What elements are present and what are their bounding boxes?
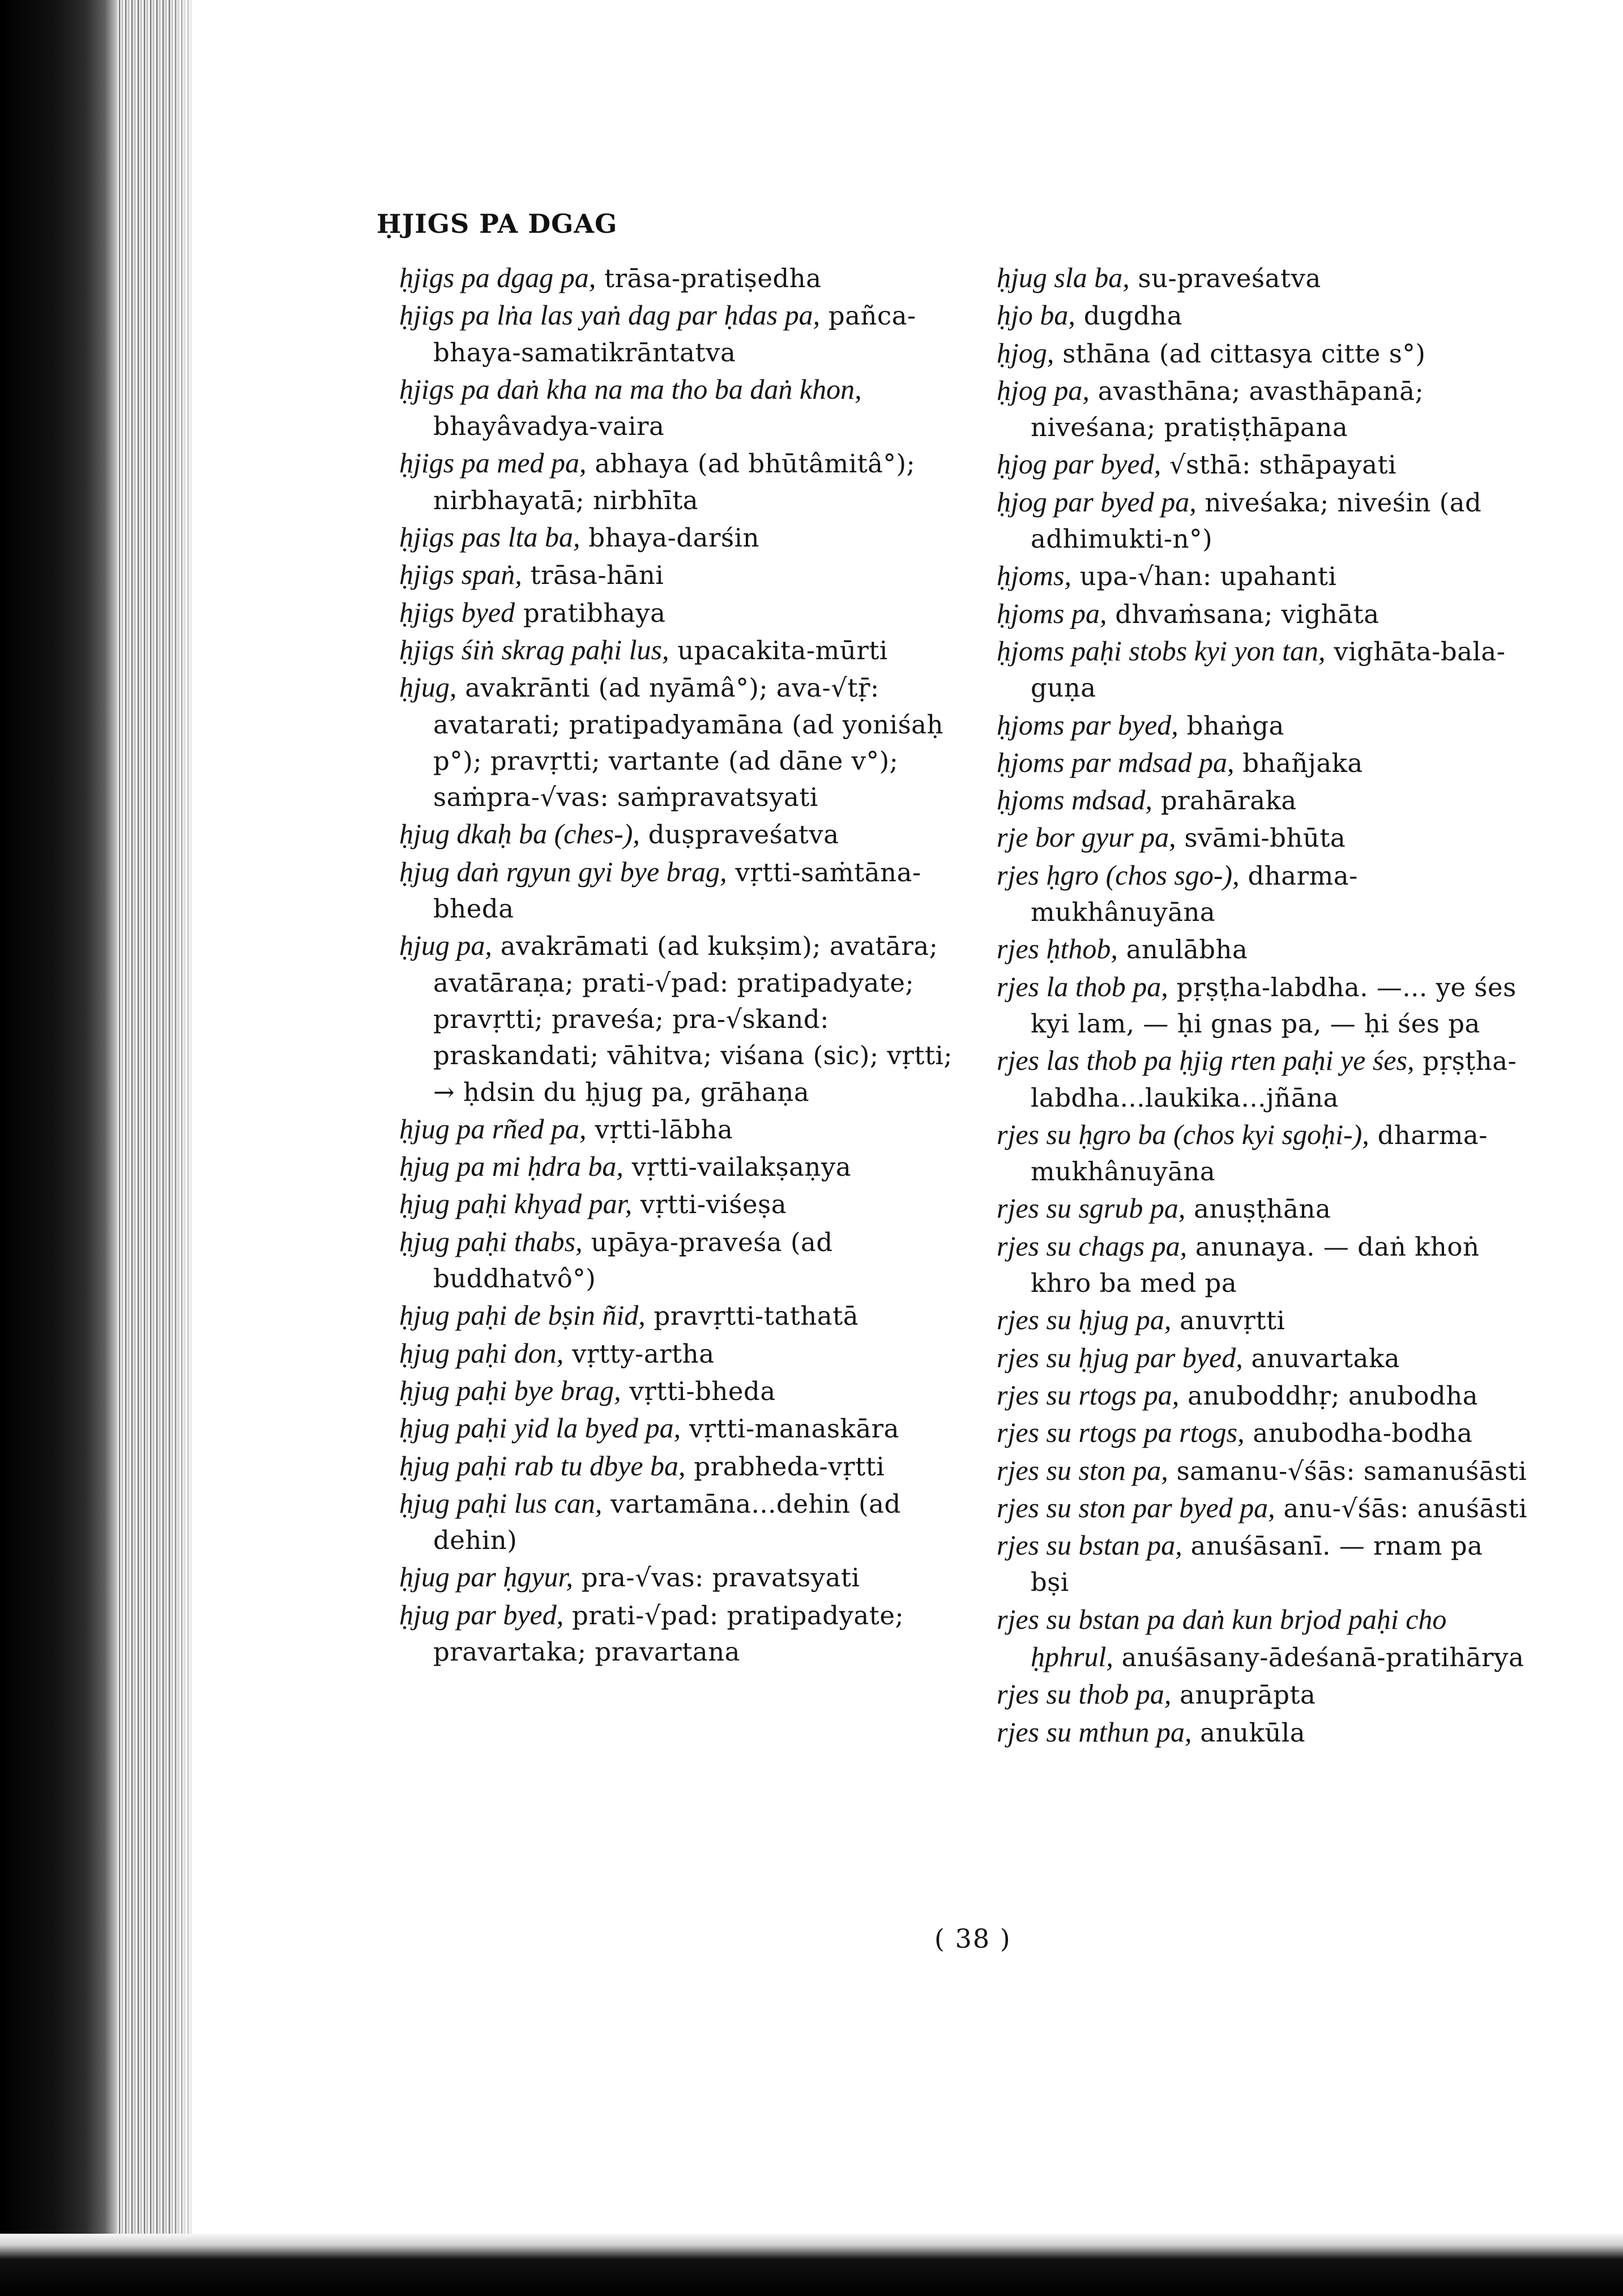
sanskrit-equivalent: pṛṣṭha-labdha. —... ye śes kyi lam, — ḥi gnas pa, — ḥi śes pa	[1031, 972, 1517, 1039]
tibetan-term: ḥjoms par mdsad pa,	[997, 746, 1235, 778]
dictionary-entry	[997, 335, 1529, 372]
tibetan-term: ḥjigs pa daṅ kha na ma tho ba daṅ khon,	[399, 373, 862, 405]
tibetan-term: ḥjog pa,	[997, 374, 1090, 406]
tibetan-term: ḥjug,	[399, 671, 457, 703]
tibetan-term: ḥjigs spaṅ,	[399, 558, 522, 591]
dictionary-entry	[997, 1452, 1529, 1490]
dictionary-entry	[399, 519, 966, 556]
dictionary-entry	[399, 631, 966, 669]
dictionary-entry	[997, 857, 1529, 931]
tibetan-term: ḥjug pa mi ḥdra ba,	[399, 1150, 623, 1183]
tibetan-term: ḥjigs pa lṅa las yaṅ dag par ḥdas pa,	[399, 299, 821, 331]
sanskrit-equivalent: bhaṅga	[1178, 710, 1284, 741]
running-head: ḤJIGS PA DGAG	[377, 208, 618, 239]
sanskrit-equivalent: upāya-praveśa (ad buddhatvô°)	[433, 1227, 833, 1294]
dictionary-entry	[997, 1228, 1529, 1302]
sanskrit-equivalent: dharma-mukhânuyāna	[1031, 860, 1358, 928]
tibetan-term: rjes ḥgro (chos sgo-),	[997, 859, 1240, 891]
sanskrit-equivalent: trāsa-hāni	[522, 560, 664, 591]
sanskrit-equivalent: avasthāna; avasthāpanā; niveśana; pratiṣṭhāpana	[1031, 375, 1424, 443]
dictionary-entry	[997, 1301, 1529, 1339]
spine-fade	[170, 0, 204, 2296]
dictionary-entry	[399, 927, 966, 1110]
sanskrit-equivalent: dugdha	[1075, 301, 1182, 331]
dictionary-entry	[399, 1410, 966, 1447]
dictionary-entry	[997, 484, 1529, 558]
dictionary-entry	[399, 1597, 966, 1671]
tibetan-term: rjes las thob pa ḥjig rten paḥi ye śes,	[997, 1044, 1415, 1077]
dictionary-entry	[997, 259, 1529, 297]
tibetan-term: ḥjog,	[997, 336, 1054, 369]
sanskrit-equivalent: vṛtti-vailakṣaṇya	[623, 1152, 852, 1183]
tibetan-term: ḥjug daṅ rgyun gyi bye brag,	[399, 855, 727, 887]
dictionary-entry	[399, 1448, 966, 1485]
tibetan-term: rjes su rtogs pa,	[997, 1379, 1180, 1411]
dictionary-entry	[399, 1223, 966, 1298]
tibetan-term: ḥjigs pa med pa,	[399, 447, 587, 479]
sanskrit-equivalent: anuśāsanī. — rnam pa bṣi	[1031, 1531, 1483, 1598]
sanskrit-equivalent: prabheda-vṛtti	[685, 1451, 885, 1482]
tibetan-term: ḥjigs pa dgag pa,	[399, 262, 596, 293]
dictionary-entry	[997, 744, 1529, 782]
tibetan-term: ḥjo ba,	[997, 299, 1075, 331]
tibetan-term: ḥjug paḥi thabs,	[399, 1225, 583, 1257]
sanskrit-equivalent: sthāna (ad cittasya citte s°)	[1054, 338, 1426, 369]
dictionary-entry	[399, 853, 966, 928]
sanskrit-equivalent: trāsa-pratiṣedha	[596, 263, 822, 293]
sanskrit-equivalent: anulābha	[1117, 934, 1248, 965]
sanskrit-equivalent: bhayâvadya-vaira	[433, 411, 665, 442]
tibetan-term: rjes su rtogs pa rtogs,	[997, 1416, 1245, 1449]
dictionary-entry	[997, 1601, 1529, 1676]
dictionary-entry	[399, 556, 966, 594]
dictionary-entry	[997, 1116, 1529, 1190]
dictionary-entry	[399, 816, 966, 853]
tibetan-term: ḥjoms,	[997, 560, 1071, 592]
tibetan-term: ḥjug pa rñed pa,	[399, 1112, 587, 1145]
tibetan-term: rjes su sgrub pa,	[997, 1192, 1186, 1224]
tibetan-term: ḥjug paḥi don,	[399, 1337, 564, 1369]
dictionary-entry	[399, 1485, 966, 1559]
tibetan-term: rjes su bstan pa daṅ kun brjod paḥi cho ḥphrul,	[997, 1603, 1447, 1672]
sanskrit-equivalent: vṛtti-lābha	[586, 1114, 733, 1145]
dictionary-entry	[997, 1190, 1529, 1227]
tibetan-term: ḥjug par ḥgyur,	[399, 1561, 573, 1593]
dictionary-entry	[399, 594, 966, 631]
sanskrit-equivalent: anubodha-bodha	[1244, 1418, 1473, 1449]
sanskrit-equivalent: upa-√han: upahanti	[1071, 561, 1337, 592]
dictionary-entry	[399, 445, 966, 519]
dictionary-entry	[997, 782, 1529, 819]
sanskrit-equivalent: svāmi-bhūta	[1176, 823, 1346, 853]
dictionary-entry	[997, 1377, 1529, 1414]
sanskrit-equivalent: anuvṛtti	[1171, 1305, 1285, 1336]
dictionary-entry	[997, 1042, 1529, 1116]
dictionary-entry	[399, 1335, 966, 1372]
tibetan-term: ḥjoms pa,	[997, 597, 1107, 629]
tibetan-term: ḥjog par byed pa,	[997, 485, 1197, 518]
dictionary-entry	[399, 1148, 966, 1185]
sanskrit-equivalent: anuṣṭhāna	[1185, 1194, 1331, 1224]
dictionary-entry	[399, 669, 966, 816]
sanskrit-equivalent: anunaya. — daṅ khoṅ khro ba med pa	[1031, 1231, 1480, 1299]
sanskrit-equivalent: abhaya (ad bhūtâmitâ°); nirbhayatā; nirbhīta	[433, 449, 916, 515]
tibetan-term: ḥjug paḥi de bṣin ñid,	[399, 1299, 646, 1331]
tibetan-term: rjes ḥthob,	[997, 933, 1118, 965]
dictionary-entry	[399, 1372, 966, 1410]
tibetan-term: rjes su ston par byed pa,	[997, 1491, 1275, 1523]
tibetan-term: ḥjug pa,	[399, 929, 492, 962]
sanskrit-equivalent: anuboddhṛ; anubodha	[1179, 1380, 1479, 1411]
dictionary-entry	[399, 1111, 966, 1148]
dictionary-entry	[997, 446, 1529, 483]
dictionary-entry	[399, 297, 966, 371]
sanskrit-equivalent: pra-√vas: pravatsyati	[573, 1563, 860, 1593]
dictionary-entry	[997, 819, 1529, 856]
tibetan-term: rjes la thob pa,	[997, 970, 1168, 1002]
sanskrit-equivalent: dhvaṁsana; vighāta	[1107, 599, 1379, 629]
page-number: ( 38 )	[934, 1923, 1011, 1954]
sanskrit-equivalent: anuvartaka	[1242, 1343, 1400, 1373]
tibetan-term: ḥjoms mdsad,	[997, 784, 1153, 816]
sanskrit-equivalent: duṣpraveśatva	[639, 820, 839, 850]
book-spine-shadow	[0, 0, 119, 2296]
sanskrit-equivalent: anukūla	[1191, 1717, 1306, 1748]
dictionary-entry	[997, 557, 1529, 595]
tibetan-term: ḥjigs byed	[399, 596, 515, 628]
sanskrit-equivalent: dharma-mukhânuyāna	[1031, 1120, 1488, 1187]
sanskrit-equivalent: upacakita-mūrti	[669, 635, 888, 665]
dictionary-entry	[997, 968, 1529, 1043]
sanskrit-equivalent: avakrāmati (ad kukṣim); avatāra; avatāraṇa; prati-√pad: pratipadyate; pravṛtti; praveśa; pra-√skand: praskandati; vāhitva; viśana (sic); vṛtti; → ḥdsin du ḥjug pa, grāhaṇa	[433, 931, 953, 1107]
sanskrit-equivalent: pratibhaya	[515, 598, 666, 628]
tibetan-term: rjes su ḥjug par byed,	[997, 1341, 1243, 1373]
tibetan-term: rjes su chags pa,	[997, 1230, 1188, 1262]
tibetan-term: rje bor gyur pa,	[997, 821, 1176, 853]
tibetan-term: ḥjug paḥi rab tu dbye ba,	[399, 1449, 686, 1482]
sanskrit-equivalent: vartamāna...dehin (ad dehin)	[433, 1488, 901, 1556]
sanskrit-equivalent: samanu-√śās: samanuśāsti	[1168, 1456, 1527, 1486]
tibetan-term: rjes su mthun pa,	[997, 1715, 1192, 1748]
dictionary-entry	[997, 1714, 1529, 1751]
sanskrit-equivalent: prahāraka	[1152, 786, 1297, 816]
tibetan-term: ḥjoms par byed,	[997, 709, 1178, 741]
sanskrit-equivalent: vṛtti-viśeṣa	[632, 1189, 787, 1220]
dictionary-entry	[997, 1339, 1529, 1377]
dictionary-entry	[997, 595, 1529, 633]
tibetan-term: rjes su ḥjug pa,	[997, 1304, 1172, 1336]
tibetan-term: ḥjug paḥi bye brag,	[399, 1374, 621, 1406]
sanskrit-equivalent: niveśaka; niveśin (ad adhimukti-n°)	[1031, 487, 1482, 554]
tibetan-term: ḥjug paḥi yid la byed pa,	[399, 1412, 681, 1444]
dictionary-entry	[997, 372, 1529, 446]
dictionary-entry	[997, 633, 1529, 707]
sanskrit-equivalent: avakrānti (ad nyāmâ°); ava-√tṝ: avatarati; pratipadyamāna (ad yoniśaḥ p°); pravṛtti; vartante (ad dāne v°); saṁpra-√vas: saṁpravatsyati	[433, 673, 943, 813]
bottom-scan-edge	[0, 2234, 1623, 2296]
tibetan-term: rjes su bstan pa,	[997, 1529, 1182, 1561]
dictionary-entry	[997, 1676, 1529, 1713]
tibetan-term: ḥjog par byed,	[997, 448, 1161, 480]
tibetan-term: ḥjug dkaḥ ba (ches-),	[399, 818, 640, 850]
dictionary-entry	[997, 1527, 1529, 1601]
sanskrit-equivalent: pṛṣṭha-labdha...laukika...jñāna	[1031, 1046, 1517, 1113]
sanskrit-equivalent: anuprāpta	[1171, 1680, 1316, 1710]
dictionary-entry	[399, 1185, 966, 1223]
sanskrit-equivalent: anuśāsany-ādeśanā-pratihārya	[1113, 1642, 1524, 1672]
tibetan-term: rjes su ston pa,	[997, 1454, 1168, 1486]
sanskrit-equivalent: bhaya-darśin	[580, 523, 759, 553]
tibetan-term: rjes su ḥgro ba (chos kyi sgoḥi-),	[997, 1118, 1369, 1150]
sanskrit-equivalent: prati-√pad: pratipadyate; pravartaka; pravartana	[433, 1600, 904, 1667]
sanskrit-equivalent: √sthā: sthāpayati	[1161, 450, 1397, 480]
dictionary-entry	[997, 1414, 1529, 1452]
tibetan-term: rjes su thob pa,	[997, 1678, 1172, 1710]
tibetan-term: ḥjug sla ba,	[997, 262, 1130, 293]
sanskrit-equivalent: vṛtti-manaskāra	[681, 1414, 899, 1444]
tibetan-term: ḥjug par byed,	[399, 1598, 564, 1631]
sanskrit-equivalent: vighāta-bala-guṇa	[1031, 636, 1506, 703]
dictionary-entry	[997, 707, 1529, 744]
dictionary-entry	[997, 931, 1529, 968]
dictionary-entry	[997, 1490, 1529, 1527]
left-column	[399, 259, 966, 1670]
tibetan-term: ḥjug paḥi khyad par,	[399, 1188, 633, 1220]
tibetan-term: ḥjug paḥi lus can,	[399, 1487, 603, 1519]
dictionary-entry	[997, 297, 1529, 334]
sanskrit-equivalent: vṛtti-bheda	[621, 1376, 776, 1406]
dictionary-entry	[399, 1297, 966, 1334]
dictionary-entry	[399, 1559, 966, 1596]
sanskrit-equivalent: pañca-bhaya-samatikrāntatva	[433, 301, 916, 368]
tibetan-term: ḥjigs pas lta ba,	[399, 521, 580, 553]
sanskrit-equivalent: anu-√śās: anuśāsti	[1275, 1493, 1527, 1523]
sanskrit-equivalent: bhañjaka	[1234, 748, 1363, 778]
sanskrit-equivalent: su-praveśatva	[1129, 263, 1321, 293]
tibetan-term: ḥjigs śiṅ skrag paḥi lus,	[399, 633, 669, 665]
dictionary-entry	[399, 371, 966, 445]
tibetan-term: ḥjoms paḥi stobs kyi yon tan,	[997, 634, 1326, 667]
sanskrit-equivalent: vṛtti-saṁtāna-bheda	[433, 857, 921, 924]
dictionary-entry	[399, 259, 966, 297]
sanskrit-equivalent: pravṛtti-tathatā	[645, 1301, 859, 1331]
sanskrit-equivalent: vṛtty-artha	[563, 1338, 715, 1369]
right-column	[997, 259, 1529, 1751]
